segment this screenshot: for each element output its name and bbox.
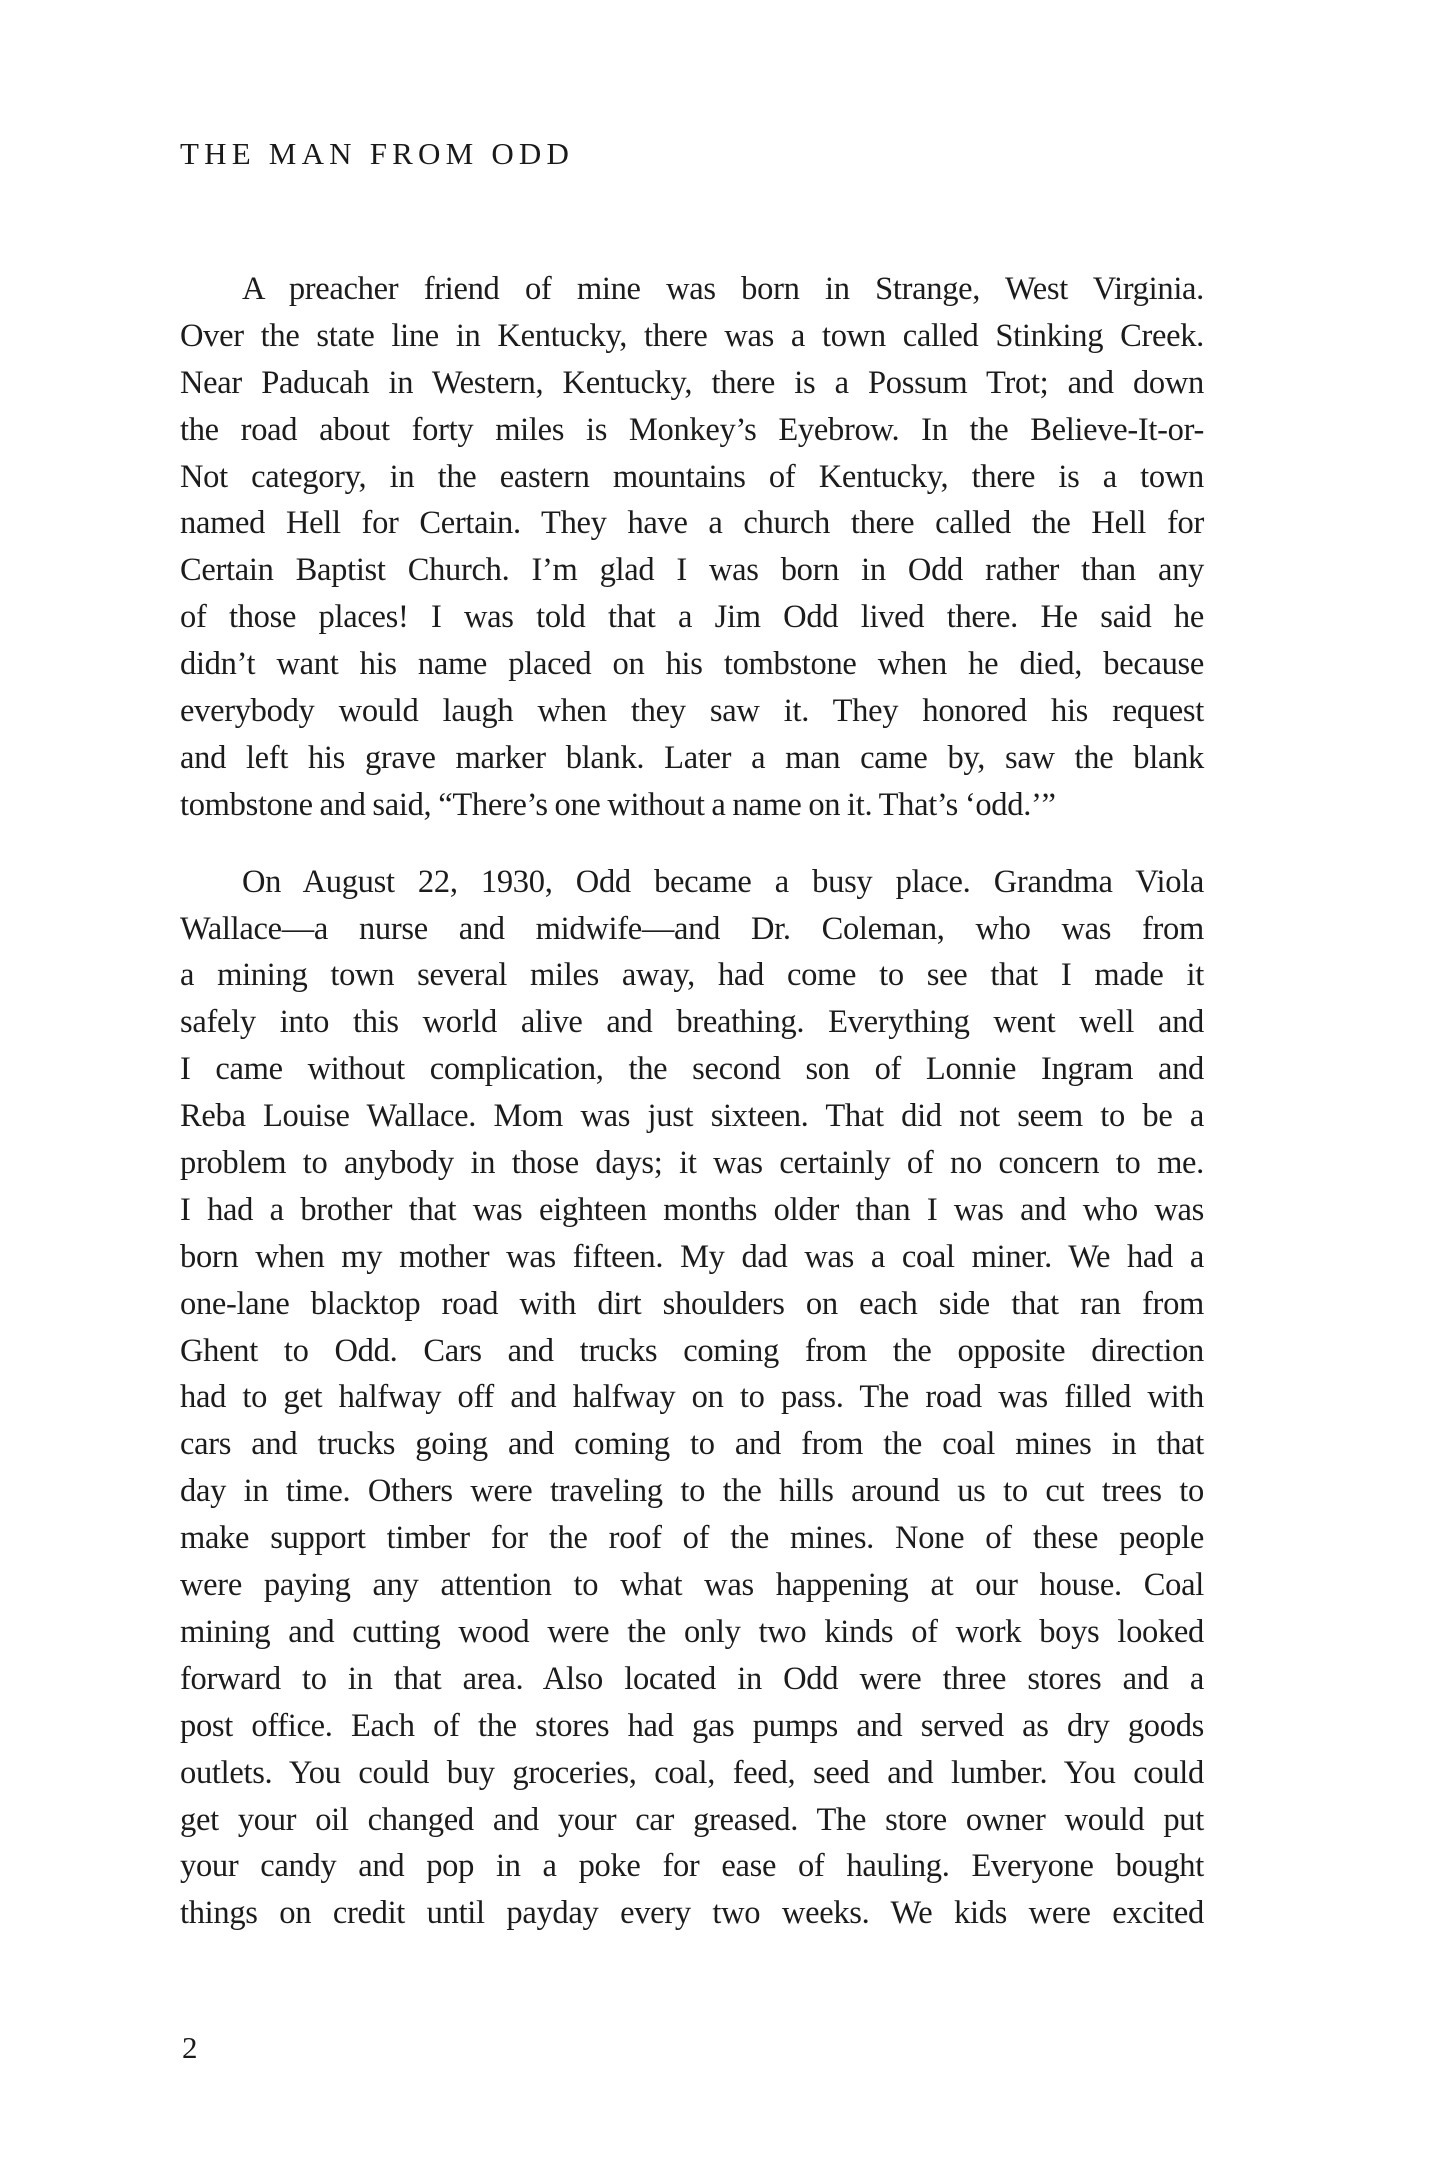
text-line: Reba Louise Wallace. Mom was just sixteen. That did not seem to be a [180, 1098, 1204, 1135]
text-line: day in time. Others were traveling to the hills around us to cut trees to [180, 1473, 1204, 1510]
text-line: of those places! I was told that a Jim Odd lived there. He said he [180, 599, 1204, 636]
text-line: everybody would laugh when they saw it. They honored his request [180, 693, 1204, 730]
text-line: things on credit until payday every two weeks. We kids were excited [180, 1895, 1204, 1932]
text-line: Over the state line in Kentucky, there was a town called Stinking Creek. [180, 317, 1204, 354]
text-line: Wallace—a nurse and midwife—and Dr. Coleman, who was from [180, 910, 1204, 947]
text-line: problem to anybody in those days; it was certainly of no concern to me. [180, 1145, 1204, 1182]
running-head: THE MAN FROM ODD [180, 136, 575, 171]
text-line: get your oil changed and your car greased. The store owner would put [180, 1801, 1204, 1838]
text-line: outlets. You could buy groceries, coal, feed, seed and lumber. You could [180, 1754, 1204, 1791]
text-line: forward to in that area. Also located in Odd were three stores and a [180, 1660, 1204, 1697]
text-line: Near Paducah in Western, Kentucky, there is a Possum Trot; and down [180, 364, 1204, 401]
text-line: the road about forty miles is Monkey’s Eyebrow. In the Believe-It-or- [180, 411, 1204, 448]
text-line: your candy and pop in a poke for ease of hauling. Everyone bought [180, 1848, 1204, 1885]
text-line: a mining town several miles away, had come to see that I made it [180, 957, 1204, 994]
paragraph-1 [180, 266, 1204, 829]
text-line: cars and trucks going and coming to and from the coal mines in that [180, 1426, 1204, 1463]
text-line: On August 22, 1930, Odd became a busy place. Grandma Viola [242, 863, 1204, 900]
text-line: safely into this world alive and breathing. Everything went well and [180, 1004, 1204, 1041]
text-line: I came without complication, the second son of Lonnie Ingram and [180, 1051, 1204, 1088]
body-text [180, 266, 1204, 1937]
text-line: born when my mother was fifteen. My dad was a coal miner. We had a [180, 1238, 1204, 1275]
text-line: I had a brother that was eighteen months older than I was and who was [180, 1191, 1204, 1228]
text-line: tombstone and said, “There’s one without a name on it. That’s ‘odd.’” [180, 786, 1056, 823]
text-line: and left his grave marker blank. Later a man came by, saw the blank [180, 739, 1204, 776]
text-line: post office. Each of the stores had gas pumps and served as dry goods [180, 1707, 1204, 1744]
text-line: make support timber for the roof of the mines. None of these people [180, 1520, 1204, 1557]
page-number: 2 [182, 2030, 198, 2065]
text-line: Certain Baptist Church. I’m glad I was born in Odd rather than any [180, 552, 1204, 589]
paragraph-2 [180, 859, 1204, 1937]
text-line: named Hell for Certain. They have a church there called the Hell for [180, 505, 1204, 542]
text-line: had to get halfway off and halfway on to pass. The road was filled with [180, 1379, 1204, 1416]
text-line: were paying any attention to what was happening at our house. Coal [180, 1567, 1204, 1604]
text-line: didn’t want his name placed on his tombstone when he died, because [180, 646, 1204, 683]
text-line: Not category, in the eastern mountains of Kentucky, there is a town [180, 458, 1204, 495]
text-line: one-lane blacktop road with dirt shoulders on each side that ran from [180, 1285, 1204, 1322]
text-line: Ghent to Odd. Cars and trucks coming from the opposite direction [180, 1332, 1204, 1369]
text-line: A preacher friend of mine was born in Strange, West Virginia. [242, 271, 1204, 307]
text-line: mining and cutting wood were the only two kinds of work boys looked [180, 1613, 1204, 1650]
